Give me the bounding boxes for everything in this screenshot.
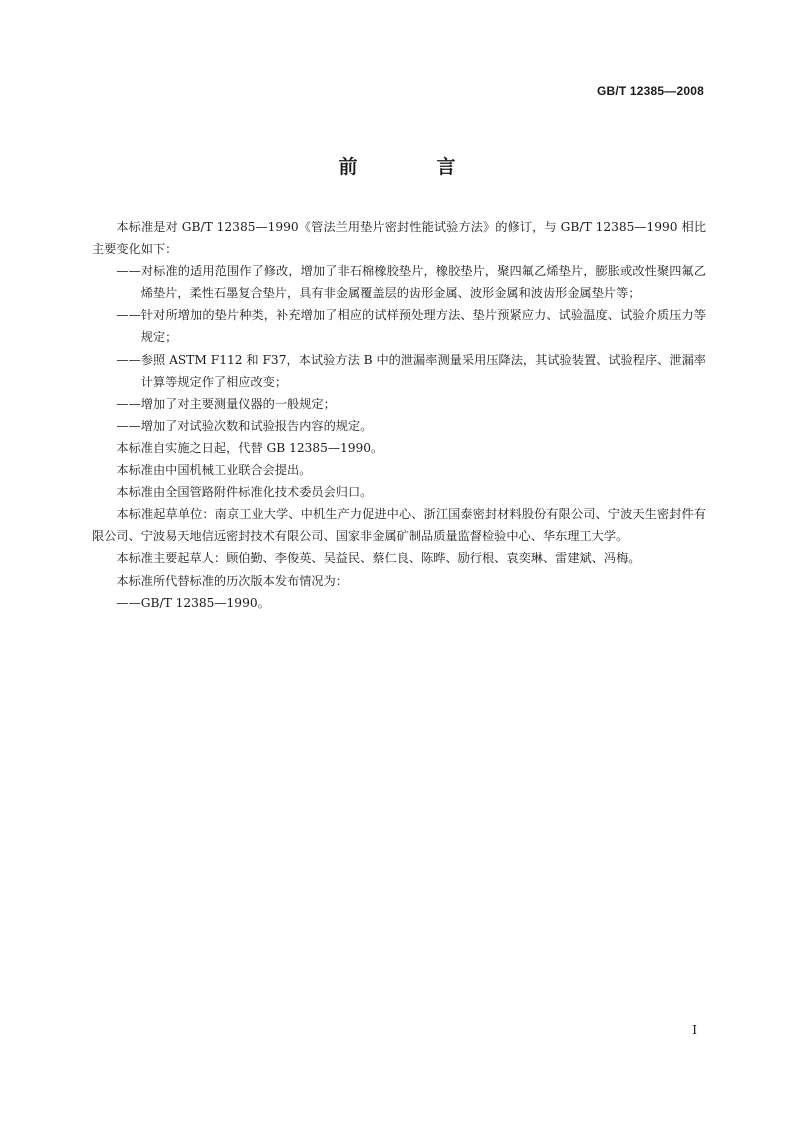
standard-code: GB/T 12385—2008 [596,84,704,98]
foreword-body [92,216,706,614]
change-item-1 [92,260,706,304]
change-item-5 [92,415,706,437]
history-item-1 [92,592,706,614]
item-dash: —— [116,308,141,323]
item-dash: —— [116,396,141,411]
replacement-paragraph: 本标准自实施之日起，代替 GB 12385—1990。 [116,440,384,455]
change-item-text: 参照 ASTM F112 和 F37，本试验方法 B 中的泄漏率测量采用压降法，其试验装置、试验程序、泄漏率计算等规定作了相应改变； [140,352,706,389]
item-dash: —— [116,264,141,279]
item-dash: —— [116,352,141,367]
drafting-units-paragraph: 本标准起草单位：南京工业大学、中机生产力促进中心、浙江国泰密封材料股份有限公司、宁波天生密封件有限公司、宁波易天地信远密封技术有限公司、国家非金属矿制品质量监督检验中心、华东理工大学。 [92,507,706,544]
change-item-text: 对标准的适用范围作了修改，增加了非石棉橡胶垫片，橡胶垫片，聚四氟乙烯垫片，膨胀或改性聚四氟乙烯垫片，柔性石墨复合垫片，具有非金属覆盖层的齿形金属、波形金属和波齿形金属垫片等； [140,264,706,301]
intro-paragraph: 本标准是对 GB/T 12385—1990《管法兰用垫片密封性能试验方法》的修订，与 GB/T 12385—1990 相比主要变化如下： [92,220,706,257]
history-paragraph: 本标准所代替标准的历次版本发布情况为： [116,573,348,588]
page-number: I [692,1023,697,1037]
page-title: 前 言 [338,156,486,178]
change-item-3 [92,349,706,393]
drafters-paragraph: 本标准主要起草人：顾伯勤、李俊英、吴益民、蔡仁良、陈晔、励行根、袁奕琳、雷建斌、冯梅。 [116,551,641,566]
history-item-text: GB/T 12385—1990。 [140,595,270,610]
change-item-2 [92,304,706,348]
item-dash: —— [116,595,141,610]
proposer-paragraph: 本标准由中国机械工业联合会提出。 [116,463,312,478]
item-dash: —— [116,418,141,433]
committee-paragraph: 本标准由全国管路附件标准化技术委员会归口。 [116,485,373,500]
change-item-text: 针对所增加的垫片种类，补充增加了相应的试样预处理方法、垫片预紧应力、试验温度、试验介质压力等规定； [140,308,706,345]
change-item-4 [92,393,706,415]
change-item-text: 增加了对试验次数和试验报告内容的规定。 [140,418,373,433]
change-item-text: 增加了对主要测量仪器的一般规定； [140,396,336,411]
